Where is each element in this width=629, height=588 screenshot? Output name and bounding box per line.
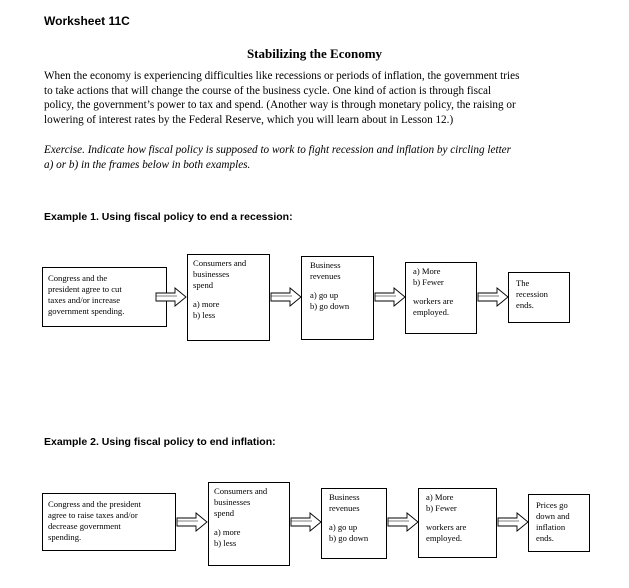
intro-line: to take actions that will change the course of the business cycle. One kind of action is through fiscal <box>44 84 492 97</box>
box-line: Business <box>310 260 341 270</box>
example1-box-policy <box>42 267 167 327</box>
box-line: Consumers and <box>193 258 247 268</box>
example1-box-spending <box>187 254 270 341</box>
box-line: spend <box>193 280 214 290</box>
page-title: Stabilizing the Economy <box>246 46 383 61</box>
example2-box-workers <box>418 488 497 558</box>
box-line: agree to raise taxes and/or <box>48 510 138 520</box>
option-a[interactable]: a) More <box>413 266 441 276</box>
box-line: down and <box>536 511 570 521</box>
option-a[interactable]: a) More <box>426 492 454 502</box>
box-line: Prices go <box>536 500 568 510</box>
box-line: inflation <box>536 522 566 532</box>
box-line: ends. <box>536 533 554 543</box>
example2-box-policy <box>42 493 176 551</box>
option-b[interactable]: b) less <box>214 538 237 548</box>
box-line: Consumers and <box>214 486 268 496</box>
example1-box-outcome <box>508 272 570 323</box>
option-a[interactable]: a) go up <box>310 290 339 300</box>
block-right-arrow-icon <box>477 287 509 307</box>
exercise-line: a) or b) in the frames below in both examples. <box>44 158 251 171</box>
box-line: workers are <box>426 522 467 532</box>
example1-box-revenues <box>301 256 374 340</box>
example1-box-workers <box>405 262 477 334</box>
box-line: recession <box>516 289 548 299</box>
option-b[interactable]: b) less <box>193 310 216 320</box>
option-a[interactable]: a) more <box>214 527 241 537</box>
block-right-arrow-icon <box>270 287 302 307</box>
box-line: spending. <box>48 532 82 542</box>
intro-paragraph <box>44 69 584 127</box>
block-right-arrow-icon <box>374 287 406 307</box>
exercise-line: Exercise. Indicate how fiscal policy is supposed to work to fight recession and inflation by circling letter <box>44 144 512 156</box>
example2-box-spending <box>208 482 290 566</box>
box-line: decrease government <box>48 521 121 531</box>
block-right-arrow-icon <box>290 512 322 532</box>
box-line: revenues <box>329 503 360 513</box>
box-line: ends. <box>516 300 534 310</box>
box-line: taxes and/or increase <box>48 295 121 305</box>
box-line: Congress and the president <box>48 499 141 509</box>
box-line: businesses <box>214 497 251 507</box>
block-right-arrow-icon <box>387 512 419 532</box>
intro-line: When the economy is experiencing difficulties like recessions or periods of inflation, the government tries <box>44 70 520 82</box>
option-a[interactable]: a) more <box>193 299 220 309</box>
box-line: Business <box>329 492 360 502</box>
box-line: employed. <box>413 307 450 317</box>
example2-heading: Example 2. Using fiscal policy to end inflation: <box>44 436 276 448</box>
box-line: spend <box>214 508 235 518</box>
box-line: revenues <box>310 271 341 281</box>
example2-box-revenues <box>321 488 387 559</box>
example1-heading: Example 1. Using fiscal policy to end a recession: <box>44 211 293 223</box>
option-b[interactable]: b) go down <box>310 301 350 311</box>
box-line: government spending. <box>48 306 125 316</box>
box-line: businesses <box>193 269 230 279</box>
block-right-arrow-icon <box>497 512 529 532</box>
box-line: Congress and the <box>48 273 108 283</box>
worksheet-label: Worksheet 11C <box>44 14 130 28</box>
box-line: workers are <box>413 296 454 306</box>
example2-box-outcome <box>528 494 590 552</box>
option-b[interactable]: b) Fewer <box>413 277 444 287</box>
option-b[interactable]: b) Fewer <box>426 503 457 513</box>
box-line: The <box>516 278 530 288</box>
exercise-instructions <box>44 143 584 172</box>
block-right-arrow-icon <box>155 287 187 307</box>
intro-line: lowering of interest rates by the Federal Reserve, which you will learn about in Lesson 12.) <box>44 113 454 126</box>
intro-line: policy, the government’s power to tax and spend. (Another way is through monetary policy, the raising or <box>44 99 516 111</box>
block-right-arrow-icon <box>176 512 208 532</box>
box-line: employed. <box>426 533 463 543</box>
option-b[interactable]: b) go down <box>329 533 369 543</box>
option-a[interactable]: a) go up <box>329 522 358 532</box>
box-line: president agree to cut <box>48 284 122 294</box>
